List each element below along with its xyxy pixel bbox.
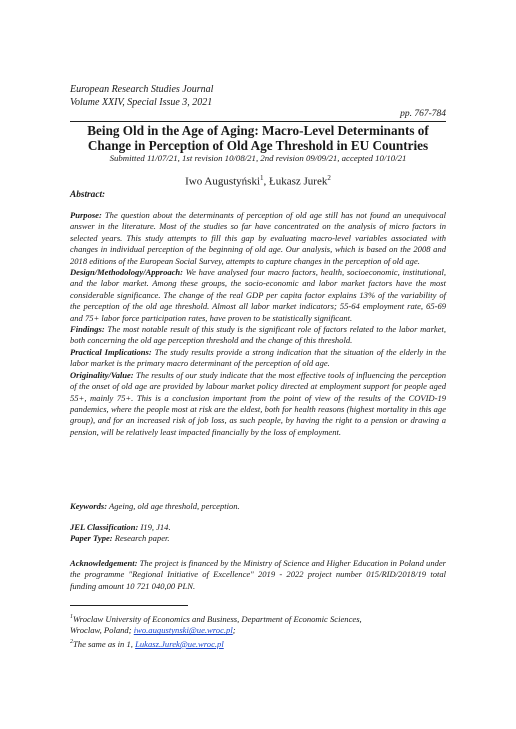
keywords (70, 501, 446, 512)
classification (70, 522, 446, 545)
footnote-2-mark: 2 (70, 638, 73, 645)
footnote-2-text: The same as in 1, (73, 638, 136, 649)
journal-header (70, 84, 213, 109)
practical-paragraph (70, 347, 446, 370)
purpose-paragraph (70, 210, 446, 267)
footnote-1-affiliation: Wroclaw University of Economics and Business, Department of Economic Sciences, (73, 613, 362, 624)
originality-label: Originality/Value: (70, 369, 134, 380)
author-separator: , (263, 175, 270, 188)
author-2: Łukasz Jurek (269, 175, 328, 188)
design-text: We have analysed four macro factors, health, socioeconomic, institutional, and the labor market. Among these groups, the socio-economic and labor market factors have the most considerable significance. The change of the real GDP per capita factor explains 13% of the variability of the perception of the old age threshold. Almost all labor market indicators; 55-64 employment rate, 65-69 and 75+ labor force participation rates, have proven to be statistically significant. (70, 267, 446, 323)
footnote-2 (70, 637, 446, 650)
paper-type-text: Research paper. (112, 533, 170, 544)
practical-label: Practical Implications: (70, 346, 152, 357)
keywords-label: Keywords: (70, 501, 108, 511)
submission-dates: Submitted 11/07/21, 1st revision 10/08/21, 2nd revision 09/09/21, accepted 10/10/21 (109, 153, 407, 163)
paper-title (70, 123, 446, 153)
author-1-email-link[interactable]: iwo.augustynski@ue.wroc.pl (133, 625, 233, 636)
author-2-affil: 2 (327, 174, 331, 182)
footnote-rule (70, 605, 188, 606)
acknowledgement-text: The project is financed by the Ministry of Science and Higher Education in Poland under the programme "Regional Initiative of Excellence" 2019 - 2022 project number 015/RID/2018/19 total funding amount 10 721 040,00 PLN. (70, 558, 446, 591)
author-2-email-link[interactable]: Lukasz.Jurek@ue.wroc.pl (135, 638, 224, 649)
findings-text: The most notable result of this study is the significant role of factors related to the labor market, both concerning the old age perception threshold and the change of this threshold. (70, 324, 446, 346)
originality-paragraph (70, 370, 446, 438)
jel-line (70, 522, 446, 533)
footnote-1-mark: 1 (70, 614, 73, 620)
keywords-text: Ageing, old age threshold, perception. (107, 501, 240, 511)
jel-label: JEL Classification: (70, 522, 139, 532)
title-line-1: Being Old in the Age of Aging: Macro-Level Determinants of (87, 123, 429, 138)
purpose-label: Purpose: (70, 210, 102, 220)
footnotes (70, 612, 446, 650)
acknowledgement (70, 558, 446, 592)
findings-label: Findings: (70, 324, 105, 335)
findings-paragraph (70, 324, 446, 347)
paper-type-label: Paper Type: (70, 533, 113, 544)
paper-type-line (70, 533, 446, 544)
abstract-heading: Abstract: (70, 190, 106, 200)
abstract-body (70, 210, 446, 438)
author-1-affil: 1 (260, 174, 264, 182)
journal-volume: Volume XXIV, Special Issue 3, 2021 (70, 96, 213, 108)
acknowledgement-label: Acknowledgement: (70, 558, 138, 568)
originality-text: The results of our study indicate that the most effective tools of influencing the perception of the onset of old age are provided by labour market policy directed at employment support for people aged 55+, mainly 75+. This is a conclusion important from the point of view of the results of the COVID-19 pandemics, where the people most at risk are the eldest, both for health reasons (highest mortality in this age group), and for an increased risk of job loss, as such people, by having the right to a pension or drawing a pension, will be relatively least impacted financially by the loss of employment. (70, 369, 446, 437)
authors (70, 174, 446, 188)
author-1: Iwo Augustyński (185, 175, 261, 188)
footnote-1-end: ; (232, 625, 236, 636)
title-line-2: Change in Perception of Old Age Threshold in EU Countries (87, 138, 429, 153)
footnote-1 (70, 612, 446, 625)
page-range: pp. 767-784 (400, 109, 446, 119)
purpose-text: The question about the determinants of perception of old age still has not found an unequivocal answer in the literature. Most of the studies so far have concentrated on the analysis of micro factors in selected years. This study attempts to fill this gap by evaluating macro-level variables associated with changes in individual perception of the beginning of old age. Our analysis, which is based on the 2008 and 2018 editions of the European Social Survey, attempts to capture changes in the perception of old age. (70, 210, 446, 266)
footnote-1-location: Wroclaw, Poland; (70, 625, 134, 636)
practical-text: The study results provide a strong indication that the situation of the elderly in the labor market is the primary macro determinant of the perception of old age. (70, 346, 446, 369)
journal-name: European Research Studies Journal (70, 84, 214, 95)
design-paragraph (70, 267, 446, 324)
header-rule (70, 121, 446, 122)
jel-text: I19, J14. (138, 522, 171, 532)
footnote-1-cont (70, 625, 446, 637)
design-label: Design/Methodology/Approach: (70, 267, 184, 278)
